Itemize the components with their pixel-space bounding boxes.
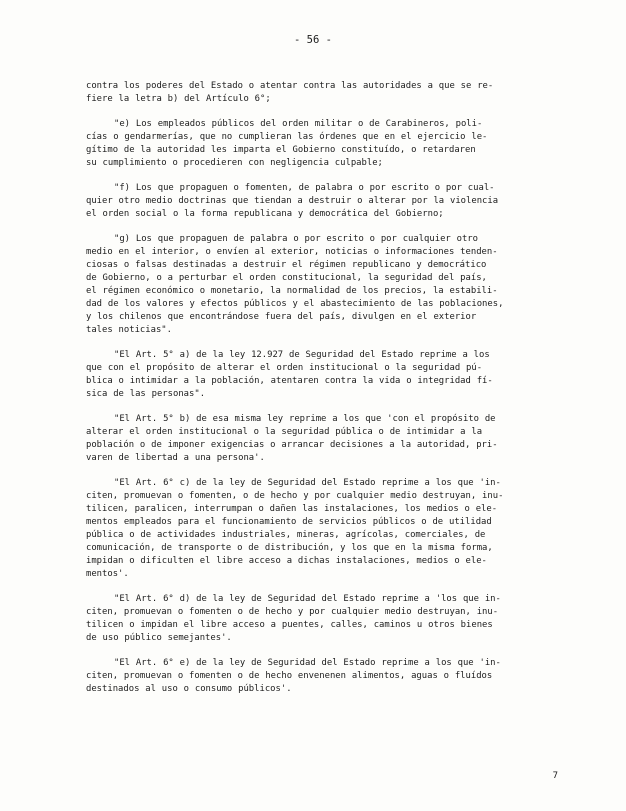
page-number: - 56 - — [294, 34, 332, 46]
paragraph-art6e — [86, 657, 554, 696]
paragraph-art5b — [86, 413, 554, 465]
text-line: citen, promuevan o fomenten, o de hecho y por cualquier medio destruyan, inu- — [86, 491, 504, 501]
text-line: medio en el interior, o envíen al exterior, noticias o informaciones tenden- — [86, 247, 498, 257]
text-line: que con el propósito de alterar el orden institucional o la seguridad pú- — [86, 363, 483, 373]
text-line: población o de imponer exigencias o arrancar decisiones a la autoridad, pri- — [86, 440, 498, 450]
text-line: quier otro medio doctrinas que tiendan a destruir o alterar por la violencia — [86, 196, 499, 206]
paragraph-item-f — [86, 182, 554, 221]
text-line: comunicación, de transporte o de distribución, y los que en la misma forma, — [86, 543, 493, 553]
text-line: "El Art. 6° e) de la ley de Seguridad del Estado reprime a los que 'in- — [114, 658, 501, 668]
text-line: varen de libertad a una persona'. — [86, 453, 265, 463]
text-line: y los chilenos que encontrándose fuera del país, divulgen en el exterior — [86, 312, 477, 322]
paragraph-continuation — [86, 80, 554, 106]
text-line: mentos empleados para el funcionamiento de servicios públicos o de utilidad — [86, 517, 492, 527]
text-line: el régimen económico o monetario, la normalidad de los precios, la estabili- — [86, 286, 498, 296]
text-line: blica o intimidar a la población, atentaren contra la vida o integridad fí- — [86, 376, 493, 386]
text-line: gítimo de la autoridad les imparta el Gobierno constituído, o retardaren — [86, 145, 476, 155]
paragraph-item-e — [86, 118, 554, 170]
paragraph-art6d — [86, 593, 554, 645]
text-line: mentos'. — [86, 569, 129, 579]
text-line: fiere la letra b) del Artículo 6°; — [86, 94, 271, 104]
paragraph-item-g — [86, 233, 554, 337]
text-line: dad de los valores y efectos públicos y el abastecimiento de las poblaciones, — [86, 299, 504, 309]
text-line: "f) Los que propaguen o fomenten, de palabra o por escrito o por cual- — [114, 183, 495, 193]
text-line: destinados al uso o consumo públicos'. — [86, 684, 292, 694]
text-line: ciosas o falsas destinadas a destruir el régimen republicano y democrático — [86, 260, 487, 270]
text-line: citen, promuevan o fomenten o de hecho envenenen alimentos, aguas o fluídos — [86, 671, 493, 681]
text-line: "g) Los que propaguen de palabra o por escrito o por cualquier otro — [114, 234, 478, 244]
text-line: "e) Los empleados públicos del orden militar o de Carabineros, poli- — [114, 119, 483, 129]
text-line: sica de las personas". — [86, 389, 206, 399]
corner-mark: 7 — [552, 771, 558, 781]
text-line: alterar el orden institucional o la seguridad pública o de intimidar a la — [86, 427, 483, 437]
text-line: "El Art. 6° c) de la ley de Seguridad del Estado reprime a los que 'in- — [114, 478, 501, 488]
document-body — [86, 80, 554, 708]
text-line: citen, promuevan o fomenten o de hecho y por cualquier medio destruyan, inu- — [86, 607, 499, 617]
text-line: "El Art. 6° d) de la ley de Seguridad del Estado reprime a 'los que in- — [114, 594, 501, 604]
text-line: pública o de actividades industriales, mineras, agrícolas, comerciales, de — [86, 530, 486, 540]
text-line: tales noticias". — [86, 325, 172, 335]
text-line: su cumplimiento o procedieren con negligencia culpable; — [86, 158, 383, 168]
text-line: cías o gendarmerías, que no cumplieran las órdenes que en el ejercicio le- — [86, 132, 488, 142]
text-line: tilicen o impidan el libre acceso a puentes, calles, caminos u otros bienes — [86, 620, 493, 630]
text-line: "El Art. 5° b) de esa misma ley reprime a los que 'con el propósito de — [114, 414, 496, 424]
paragraph-art6c — [86, 477, 554, 581]
text-line: de Gobierno, o a perturbar el orden constitucional, la seguridad del país, — [86, 273, 487, 283]
paragraph-art5a — [86, 349, 554, 401]
text-line: impidan o dificulten el libre acceso a dichas instalaciones, medios o ele- — [86, 556, 487, 566]
text-line: tilicen, paralicen, interrumpan o dañen las instalaciones, los medios o ele- — [86, 504, 498, 514]
text-line: "El Art. 5° a) de la ley 12.927 de Seguridad del Estado reprime a los — [114, 350, 490, 360]
text-line: de uso público semejantes'. — [86, 633, 232, 643]
text-line: el orden social o la forma republicana y democrática del Gobierno; — [86, 209, 444, 219]
text-line: contra los poderes del Estado o atentar contra las autoridades a que se re- — [86, 81, 494, 91]
